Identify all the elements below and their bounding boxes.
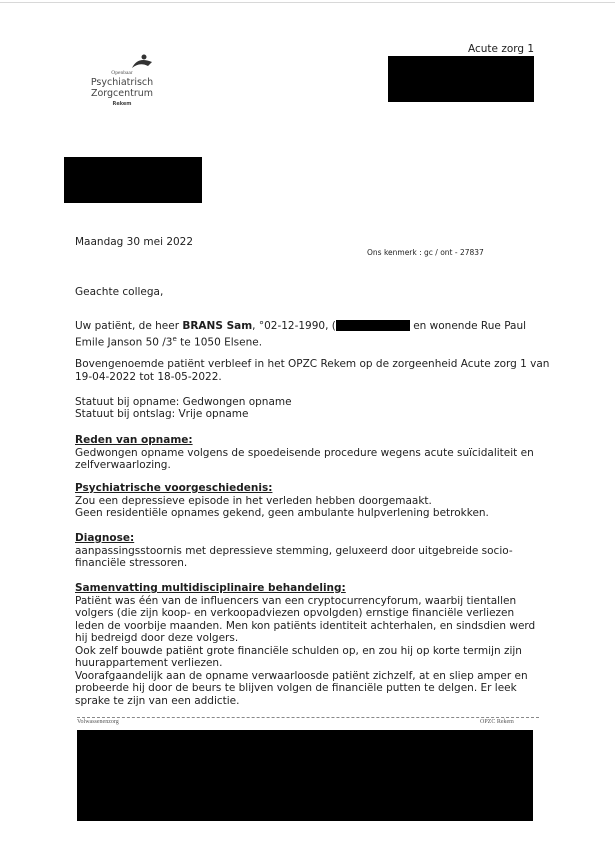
logo-line-rekem: Rekem [112,101,132,107]
history-line-2: Geen residentiële opnames gekend, geen ambulante hulpverlening betrokken. [75,507,489,519]
patient-intro: Uw patiënt, de heer BRANS Sam, °02-12-1990, ( en wonende Rue Paul Emile Janson 50 /3e te 1050 Elsene. [75,320,527,348]
reference-number: Ons kenmerk : gc / ont - 27837 [367,248,484,257]
redacted-recipient-block [64,157,202,203]
reason-heading: Reden van opname: [75,434,193,446]
footer-department: Volwassenenzorg [77,719,119,725]
history-heading: Psychiatrische voorgeschiedenis: [75,482,273,494]
redacted-inline [336,320,410,331]
scan-edge [0,2,615,3]
logo-line-psychiatrisch: Psychiatrisch [90,77,154,88]
summary-paragraph-3: Voorafgaandelijk aan de opname verwaarloosde patiënt zichzelf, at en sliep amper en probeerde hij door de beurs te blijven volgen de financiële putten te delgen. Er leek sprake te zijn van een addictie. [75,669,528,707]
summary-paragraph-2: Ook zelf bouwde patiënt grote financiële schulden op, en zou hij op korte termijn zijn huurappartement verliezen. [75,644,522,669]
redacted-footer-block [77,730,533,821]
section-summary [75,582,545,707]
logo-line-openbaar: Openbaar [111,70,133,76]
summary-heading: Samenvatting multidisciplinaire behandeling: [75,582,346,594]
history-line-1: Zou een depressieve episode in het verleden hebben doorgemaakt. [75,494,432,507]
section-history [75,482,545,520]
patient-name: BRANS Sam [182,320,253,332]
letter-date: Maandag 30 mei 2022 [75,236,194,248]
stay-period: Bovengenoemde patiënt verbleef in het OPZC Rekem op de zorgeenheid Acute zorg 1 van 19-04-2022 tot 18-05-2022. [75,358,550,383]
logo-line-zorgcentrum: Zorgcentrum [90,88,154,99]
status-discharge: Statuut bij ontslag: Vrije opname [75,408,249,420]
footer-institution: OPZC Rekem [480,719,514,725]
section-diagnosis [75,532,545,570]
section-reason [75,434,545,472]
summary-paragraph-1: Patiënt was één van de influencers van een cryptocurrencyforum, waarbij tientallen volgers (die zijn koop- en verkoopadviezen opvolgden) ernstige financiële verliezen leden de voorbije maanden. Men kon patiënts identiteit achterhalen, en sindsdien werd hij bedreigd door deze volgers. [75,594,536,644]
diagnosis-text: aanpassingsstoornis met depressieve stemming, geluxeerd door uitgebreide socio-financiële stressoren. [75,544,513,569]
reason-text: Gedwongen opname volgens de spoedeisende procedure wegens acute suïcidaliteit en zelfverwaarlozing. [75,446,534,471]
status-admission: Statuut bij opname: Gedwongen opname [75,396,292,408]
unit-label: Acute zorg 1 [468,43,535,55]
salutation: Geachte collega, [75,286,164,298]
redacted-address-block [388,56,534,102]
logo-mark-icon [130,54,154,70]
footer-divider [77,717,539,718]
opzc-logo [78,54,168,118]
diagnosis-heading: Diagnose: [75,532,135,544]
